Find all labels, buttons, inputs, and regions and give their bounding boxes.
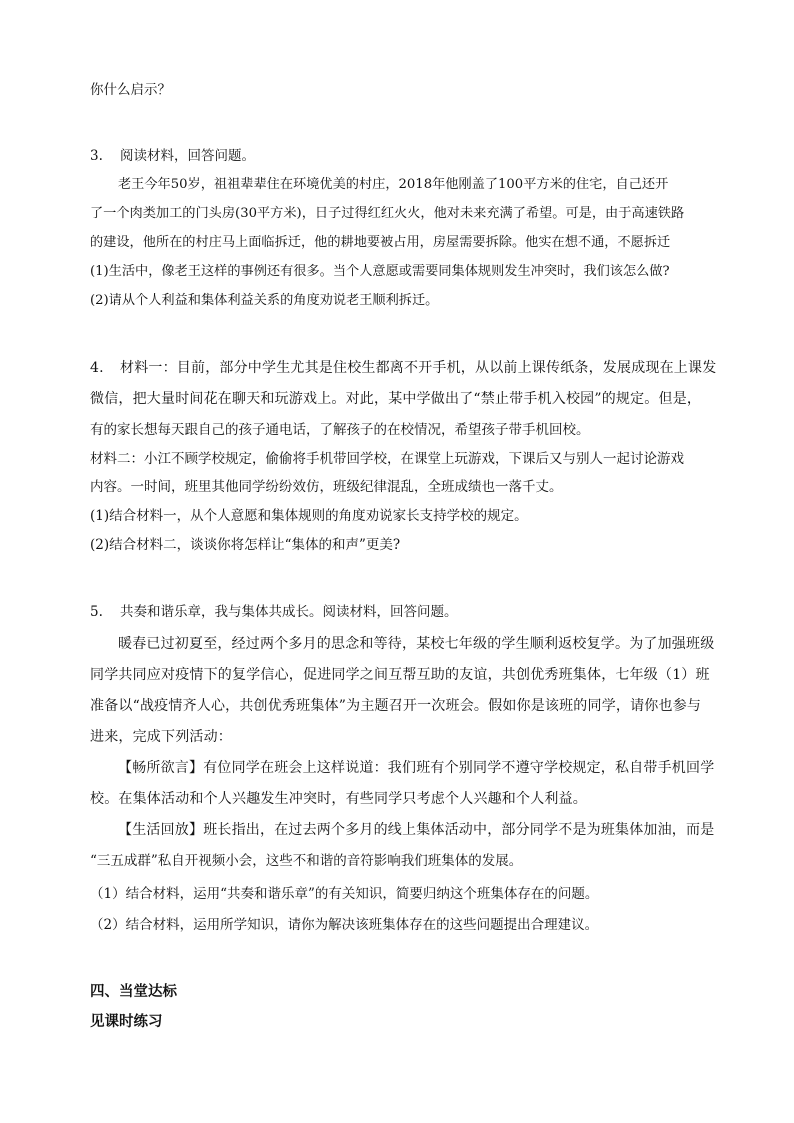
q5-material-line: 校。在集体活动和个人兴趣发生冲突时，有些同学只考虑个人兴趣和个人利益。 <box>90 791 587 807</box>
q3-subquestion-2: (2)请从个人利益和集体利益关系的角度劝说老王顺利拆迁。 <box>90 293 439 308</box>
q4-material-1-text: 材料一：目前，部分中学生尤其是住校生都离不开手机，从以前上课传纸条，发展成现在上课发 <box>120 360 717 376</box>
q5-subquestion-1: （1）结合材料，运用“共奏和谐乐章”的有关知识，简要归纳这个班集体存在的问题。 <box>90 886 599 902</box>
q4-material-line: 材料二：小江不顾学校规定，偷偷将手机带回学校，在课堂上玩游戏，下课后又与别人一起讨论游戏 <box>90 451 684 467</box>
question-5-heading <box>90 602 710 622</box>
q5-subquestion-2: （2）结合材料，运用所学知识，请你为解决该班集体存在的这些问题提出合理建议。 <box>90 917 599 933</box>
continued-question-text: 你什么启示？ <box>90 82 171 98</box>
q3-subquestion-1: (1)生活中，像老王这样的事例还有很多。当个人意愿或需要同集体规则发生冲突时，我们该怎么做? <box>90 264 670 279</box>
question-3-title: 阅读材料，回答问题。 <box>120 148 255 164</box>
q5-material-line: “三五成群”私自开视频小会，这些不和谐的音符影响我们班集体的发展。 <box>90 853 523 869</box>
question-4-line <box>90 358 717 378</box>
section-4-subtext: 见课时练习 <box>90 1013 163 1030</box>
question-3-heading <box>90 146 710 166</box>
question-3-number: 3. <box>90 148 103 164</box>
question-5-number: 5. <box>90 604 103 620</box>
q4-material-line: 微信，把大量时间花在聊天和玩游戏上。对此，某中学做出了“禁止带手机入校园”的规定。但是， <box>90 391 702 407</box>
q5-material-line: 同学共同应对疫情下的复学信心，促进同学之间互帮互助的友谊，共创优秀班集体，七年级（1）班 <box>90 667 710 683</box>
q5-material-line: 【畅所欲言】有位同学在班会上这样说道：我们班有个别同学不遵守学校规定，私自带手机回学 <box>118 760 715 776</box>
q5-material-line: 暖春已过初夏至，经过两个多月的思念和等待，某校七年级的学生顺利返校复学。为了加强班级 <box>118 636 715 652</box>
question-4-number: 4. <box>90 360 104 376</box>
section-4-heading: 四、当堂达标 <box>90 983 177 1000</box>
q3-material-line: 老王今年50岁，祖祖辈辈住在环境优美的村庄，2018年他刚盖了100平方米的住宅，自己还开 <box>118 177 669 192</box>
q5-material-line: 进来，完成下列活动： <box>90 729 232 745</box>
q3-material-line: 了一个肉类加工的门头房(30平方米)，日子过得红红火火，他对未来充满了希望。可是，由于高速铁路 <box>90 206 685 221</box>
q4-material-line: 内容。一时间，班里其他同学纷纷效仿，班级纪律混乱，全班成绩也一落千丈。 <box>90 479 563 495</box>
q3-material-line: 的建设，他所在的村庄马上面临拆迁，他的耕地要被占用，房屋需要拆除。他实在想不通，不愿拆迁 <box>90 235 671 250</box>
q4-subquestion-2: (2)结合材料二，谈谈你将怎样让“集体的和声”更美? <box>90 537 401 553</box>
q5-material-line: 准备以“战疫情齐人心，共创优秀班集体”为主题召开一次班会。假如你是该班的同学，请你也参与 <box>90 698 702 714</box>
q4-subquestion-1: (1)结合材料一，从个人意愿和集体规则的角度劝说家长支持学校的规定。 <box>90 508 528 524</box>
question-5-title: 共奏和谐乐章，我与集体共成长。阅读材料，回答问题。 <box>120 604 458 620</box>
q4-material-line: 有的家长想每天跟自己的孩子通电话，了解孩子的在校情况，希望孩子带手机回校。 <box>90 422 590 438</box>
q5-material-line: 【生活回放】班长指出，在过去两个多月的线上集体活动中，部分同学不是为班集体加油，而是 <box>118 822 715 838</box>
